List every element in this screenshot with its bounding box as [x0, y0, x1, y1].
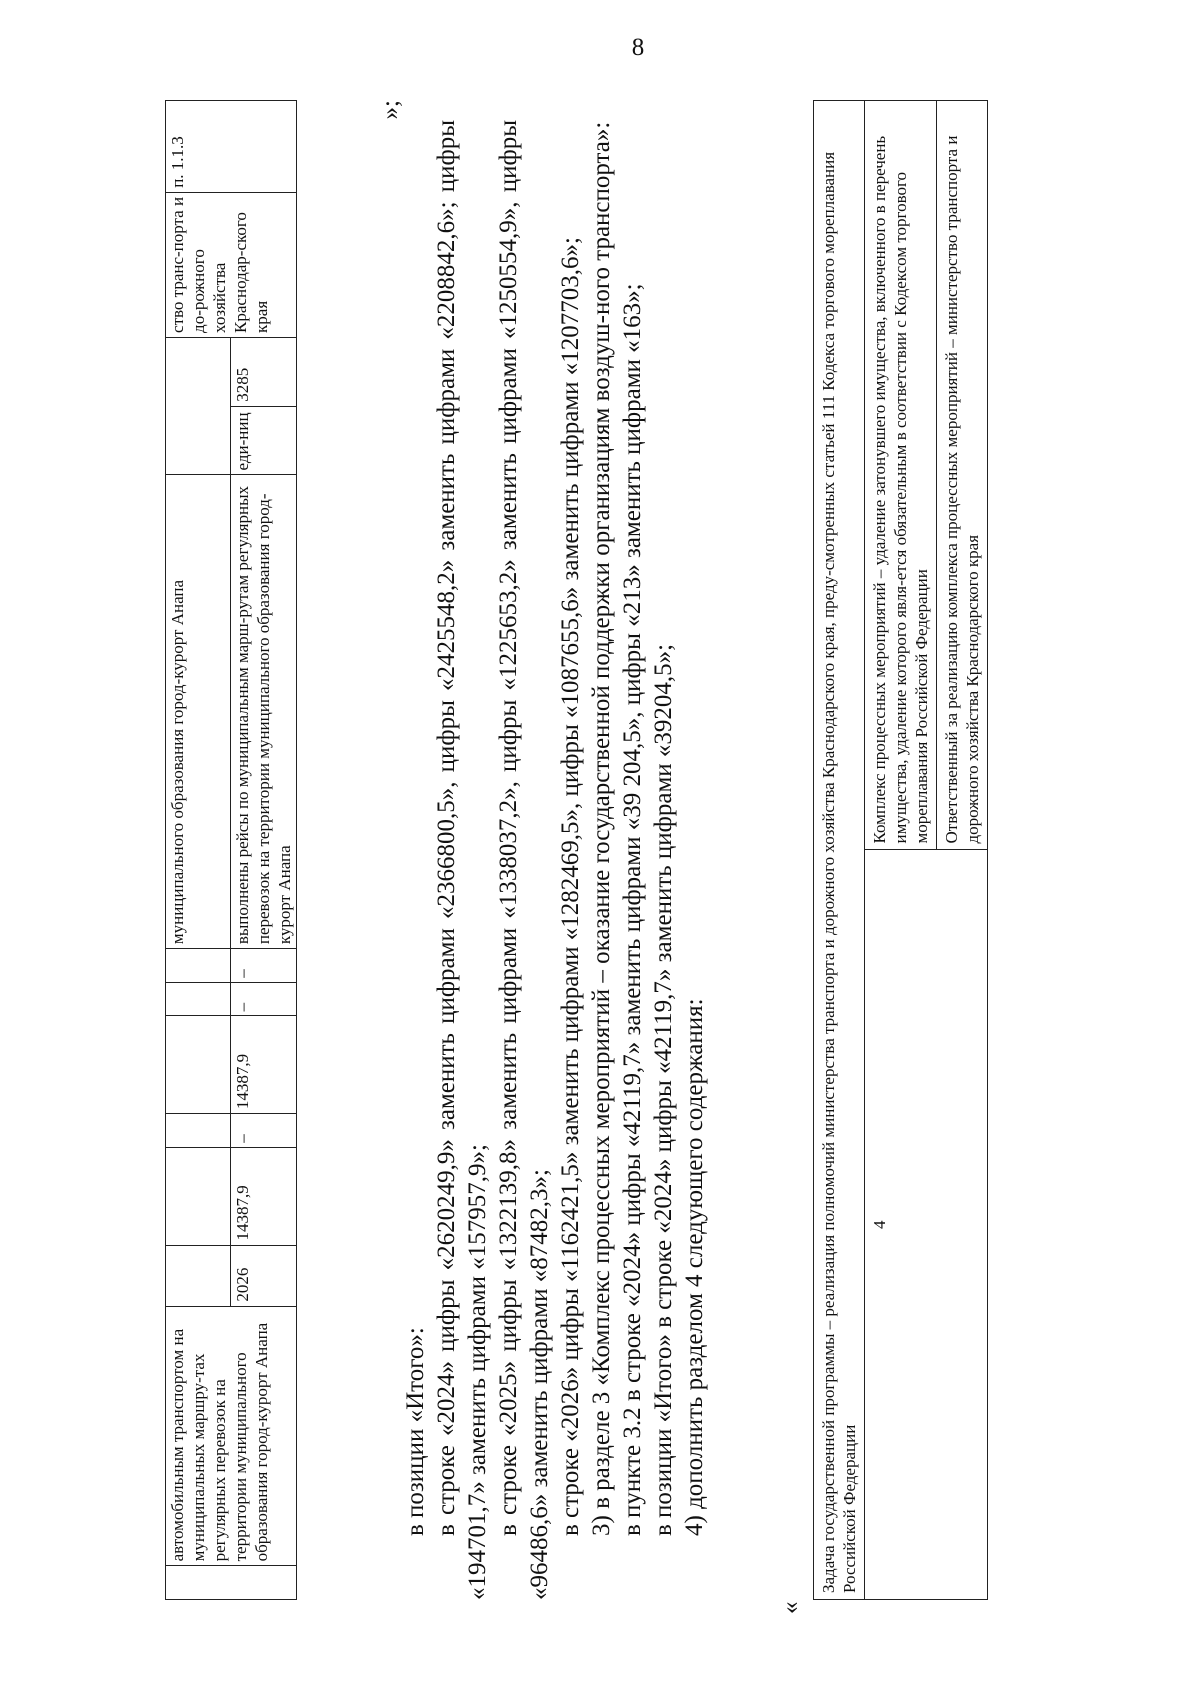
table-row [814, 101, 865, 1600]
table-cell-other: – [231, 949, 297, 983]
table-cell-index: 4 [865, 850, 988, 1600]
paragraph: 4) дополнить разделом 4 следующего содержания: [681, 998, 708, 1536]
table-cell-task: Задача государственной программы – реализация полномочий министерства транспорта и дорожного хозяйства Краснодарского края, преду-смотренных статьей 111 Кодекса торгового мореплавания Российской Федерации [814, 101, 865, 1600]
table-cell-empty [166, 337, 231, 475]
table-cell-empty [166, 1566, 297, 1600]
table-cell-regional: 14387,9 [231, 1016, 297, 1114]
paragraph: в пункте 3.2 в строке «2024» цифры «42119,7» заменить цифрами «39 204,5», цифры «213» заменить цифрами «163»; [619, 283, 646, 1536]
paragraph: 3) в разделе 3 «Комплекс процессных мероприятий – оказание государственной поддержки организациям воздуш-ного транспорта»: [588, 121, 615, 1536]
table-cell-result-desc: выполнены рейсы по муниципальным марш-рутам регулярных перевозок на территории муниципального образования город-курорт Анапа [231, 475, 297, 949]
table-cell-empty [166, 949, 231, 983]
closing-quote-mark: »; [377, 100, 404, 120]
table-cell-municipal: – [231, 982, 297, 1016]
table-cell-result-desc: муниципального образования город-курорт Анапа [166, 475, 231, 949]
table-cell-year: 2026 [231, 1245, 297, 1306]
table-cell-executor: ство транс-порта и до-рожного хозяйства Краснодар-ского края [166, 192, 297, 337]
opening-quote-mark: « [777, 1601, 804, 1614]
table-cell-federal: – [231, 1114, 297, 1148]
top-table-fragment [165, 100, 297, 1600]
paragraph: в строке «2026» цифры «1162421,5» заменить цифрами «1282469,5», цифры «1087655,6» заменить цифрами «1207703,6»; [557, 237, 584, 1536]
table-cell-unit: еди-ниц [231, 406, 297, 475]
table-row [865, 101, 937, 1600]
table-cell-total: 14387,9 [231, 1147, 297, 1245]
table-cell-reference: п. 1.1.3 [166, 101, 297, 193]
rotated-document-body [165, 100, 1045, 1614]
paragraph: в позиции «Итого»: [402, 1327, 429, 1536]
table-cell-empty [166, 1147, 231, 1245]
table-cell-empty [166, 1245, 231, 1306]
table-cell-event-name: автомобильным транспортом на муниципальных маршру-тах регулярных перевозок на территории муниципального образования город-курорт Анапа [166, 1306, 297, 1566]
table-cell-complex: Комплекс процессных мероприятий – удаление затонувшего имущества, включенного в перечень имущества, удаление которого явля-ется обязательным в соответствии с Кодексом торгового мореплавания Российской Федерации [865, 101, 937, 851]
table-cell-empty [166, 1016, 231, 1114]
table-cell-value: 3285 [231, 337, 297, 406]
paragraph: в позиции «Итого» в строке «2024» цифры «42119,7» заменить цифрами «39204,5»; [650, 643, 677, 1536]
page-number: 8 [631, 34, 645, 61]
paragraph: в строке «2025» цифры «1322139,8» заменить цифрами «1338037,2», цифры «1225653,2» заменить цифрами «1250554,9», цифры «96486,6» заменить цифрами «87482,3»; [495, 120, 553, 1600]
table-cell-empty [166, 982, 231, 1016]
table-cell-empty [166, 1114, 231, 1148]
table-row [166, 101, 231, 1600]
paragraph: в строке «2024» цифры «2620249,9» заменить цифрами «2366800,5», цифры «2425548,2» заменить цифрами «2208842,6»; цифры «194701,7» заменить цифрами «157957,9»; [433, 120, 491, 1600]
section-4-table [813, 100, 988, 1600]
amendment-text [400, 120, 710, 1600]
table-cell-responsible: Ответственный за реализацию комплекса процессных мероприятий – министерство транспорта и дорожного хозяйства Краснодарского края [937, 101, 988, 851]
